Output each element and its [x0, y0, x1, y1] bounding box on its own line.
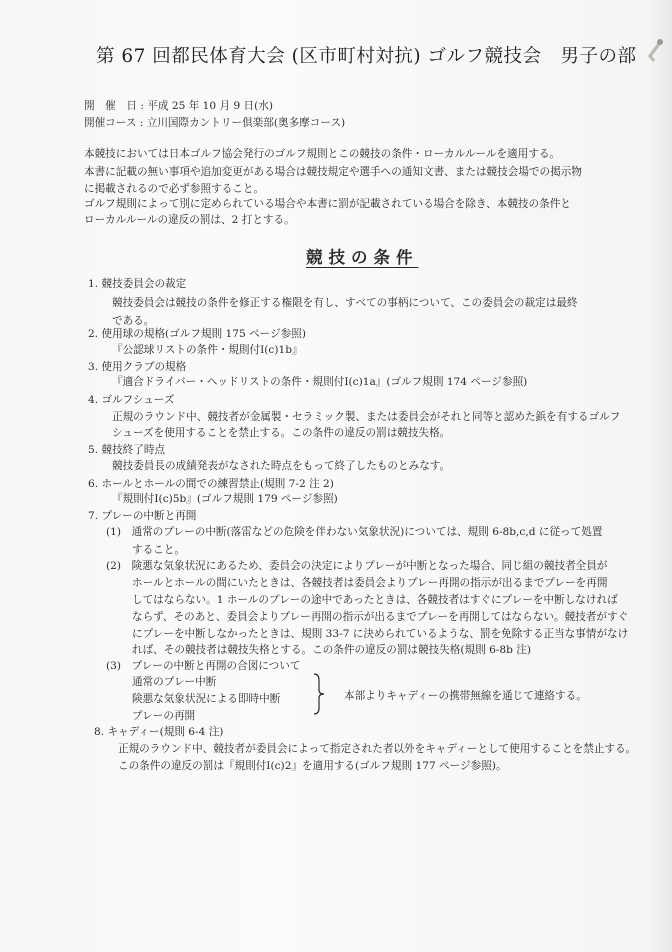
condition-line: シューズを使用することを禁止する。この条件の違反の罰は競技失格。	[112, 427, 451, 439]
intro-line: ゴルフ規則によって別に定められている場合や本書に罰が記載されている場合を除き、本競技の条件と	[84, 198, 571, 210]
condition-line: 『規則付Ⅰ(c)5b』(ゴルフ規則 179 ページ参照)	[112, 493, 338, 505]
event-venue: 開催コース : 立川国際カントリー倶楽部(奥多摩コース)	[84, 117, 346, 129]
section-heading: 競技の条件	[306, 248, 419, 267]
condition-line: 1. 競技委員会の裁定	[88, 278, 187, 290]
condition-line: 『公認球リストの条件・規則付Ⅰ(c)1b』	[112, 344, 303, 356]
condition-line: である。	[112, 315, 155, 327]
condition-line: 4. ゴルフシューズ	[88, 394, 175, 406]
condition-line: すること。	[132, 544, 185, 556]
condition-line: (3) プレーの中断と再開の合図について	[106, 660, 301, 672]
condition-line: (1) 通常のプレーの中断(落雷などの危険を伴わない気象状況)については、規則 6-8b,c,d に従って処置	[106, 526, 603, 538]
condition-line: 正規のラウンド中、競技者が金属製・セラミック製、または委員会がそれと同等と認めた鋲を有するゴルフ	[112, 411, 621, 423]
page-edge-shadow	[650, 0, 672, 952]
condition-line: 『適合ドライバー・ヘッドリストの条件・規則付Ⅰ(c)1a』(ゴルフ規則 174 ページ参照)	[112, 376, 528, 388]
intro-line: 本書に記載の無い事項や追加変更がある場合は競技規定や選手への通知文書、または競技会場での掲示物	[84, 166, 582, 178]
condition-line: 8. キャディー(規則 6-4 注)	[94, 726, 224, 738]
right-brace-icon	[312, 672, 326, 716]
condition-line: 本部よりキャディーの携帯無線を通じて連絡する。	[344, 690, 587, 702]
condition-line: 7. プレーの中断と再開	[88, 510, 197, 522]
document-title: 第 67 回都民体育大会 (区市町村対抗) ゴルフ競技会 男子の部	[96, 46, 637, 67]
condition-line: プレーの再開	[132, 710, 196, 722]
intro-line: 本競技においては日本ゴルフ協会発行のゴルフ規則とこの競技の条件・ローカルルールを適用する。	[84, 148, 561, 160]
condition-line: ならず、そのあと、委員会よりプレー再開の指示が出るまでプレーを再開してはならない。競技者がすぐ	[132, 611, 629, 623]
condition-line: 2. 使用球の規格(ゴルフ規則 175 ページ参照)	[88, 328, 306, 340]
condition-line: にプレーを中断しなかったときは、規則 33-7 に決められているような、罰を免除する正当な事情がなけ	[132, 628, 629, 640]
condition-line: 競技委員長の成績発表がなされた時点をもって終了したものとみなす。	[112, 460, 451, 472]
condition-line: 正規のラウンド中、競技者が委員会によって指定された者以外をキャディーとして使用することを禁止する。	[118, 743, 637, 755]
event-date: 開 催 日 : 平成 25 年 10 月 9 日(水)	[84, 100, 274, 112]
intro-line: に掲載されるので必ず参照すること。	[84, 183, 265, 195]
condition-line: してはならない。1 ホールのプレーの途中であったときは、各競技者はすぐにプレーを中断しなければ	[132, 594, 618, 606]
condition-line: 通常のプレー中断	[132, 676, 217, 688]
condition-line: この条件の違反の罰は『規則付Ⅰ(c)2』を適用する(ゴルフ規則 177 ページ参照)。	[118, 760, 507, 772]
staple-icon	[640, 38, 666, 64]
condition-line: 3. 使用クラブの規格	[88, 361, 187, 373]
intro-line: ローカルルールの違反の罰は、2 打とする。	[84, 214, 295, 226]
condition-line: れば、その競技者は競技失格とする。この条件の違反の罰は競技失格(規則 6-8b 注)	[132, 644, 532, 656]
condition-line: 険悪な気象状況による即時中断	[132, 693, 281, 705]
condition-line: ホールとホールの間にいたときは、各競技者は委員会よりプレー再開の指示が出るまでプレーを再開	[132, 577, 608, 589]
condition-line: (2) 険悪な気象状況にあるため、委員会の決定によりプレーが中断となった場合、同じ組の競技者全員が	[106, 560, 608, 572]
condition-line: 6. ホールとホールの間での練習禁止(規則 7-2 注 2)	[88, 478, 334, 490]
condition-line: 競技委員会は競技の条件を修正する権限を有し、すべての事柄について、この委員会の裁定は最終	[112, 297, 578, 309]
condition-line: 5. 競技終了時点	[88, 444, 166, 456]
